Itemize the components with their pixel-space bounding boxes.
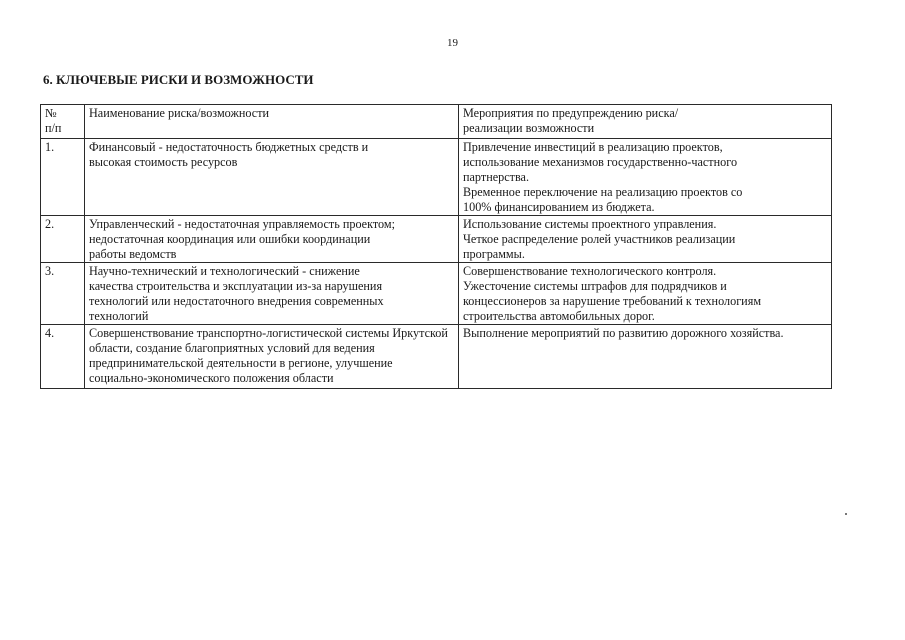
- risk-name-cell: [85, 216, 459, 263]
- row-number: 3.: [41, 263, 85, 325]
- text-line: 100% финансированием из бюджета.: [463, 200, 655, 214]
- row-number: 1.: [41, 139, 85, 216]
- text-line: работы ведомств: [89, 247, 177, 261]
- table-row: [41, 139, 832, 216]
- risk-name-cell: [85, 139, 459, 216]
- header-risk-name: Наименование риска/возможности: [85, 105, 459, 139]
- measure-cell: [459, 216, 832, 263]
- text-line: использование механизмов государственно-частного: [463, 155, 738, 169]
- section-title: 6. КЛЮЧЕВЫЕ РИСКИ И ВОЗМОЖНОСТИ: [43, 72, 314, 87]
- text-line: Ужесточение системы штрафов для подрядчиков и: [463, 279, 727, 293]
- measure-cell: [459, 139, 832, 216]
- text-line: Использование системы проектного управления.: [463, 217, 717, 231]
- text-line: Управленческий - недостаточная управляемость проектом;: [89, 217, 395, 231]
- header-measures-line1: Мероприятия по предупреждению риска/: [463, 106, 679, 120]
- text-line: технологий: [89, 309, 149, 323]
- text-line: Временное переключение на реализацию проектов со: [463, 185, 743, 199]
- risk-name-cell: Совершенствование транспортно-логистической системы Иркутской области, создание благоприятных условий для ведения предпринимательской деятельности в регионе, улучшение социально-экономического положения области: [85, 325, 459, 389]
- text-line: недостаточная координация или ошибки координации: [89, 232, 371, 246]
- table-row: [41, 325, 832, 389]
- table-header-row: [41, 105, 832, 139]
- text-line: Привлечение инвестиций в реализацию проектов,: [463, 140, 723, 154]
- text-line: программы.: [463, 247, 525, 261]
- header-number-line1: №: [45, 106, 57, 120]
- text-line: концессионеров за нарушение требований к технологиям: [463, 294, 762, 308]
- text-line: технологий или недостаточного внедрения современных: [89, 294, 384, 308]
- scan-speck: [845, 513, 847, 515]
- text-line: Научно-технический и технологический - снижение: [89, 264, 360, 278]
- row-number: 2.: [41, 216, 85, 263]
- text-line: Финансовый - недостаточность бюджетных средств и: [89, 140, 369, 154]
- text-line: Совершенствование технологического контроля.: [463, 264, 717, 278]
- text-line: строительства автомобильных дорог.: [463, 309, 655, 323]
- measure-cell: [459, 263, 832, 325]
- header-measures-line2: реализации возможности: [463, 121, 595, 135]
- text-line: качества строительства и эксплуатации из-за нарушения: [89, 279, 383, 293]
- header-number-line2: п/п: [45, 121, 62, 135]
- text-line: партнерства.: [463, 170, 530, 184]
- text-line: высокая стоимость ресурсов: [89, 155, 238, 169]
- table-row: [41, 263, 832, 325]
- text-line: Четкое распределение ролей участников реализации: [463, 232, 736, 246]
- page-number: 19: [447, 37, 458, 49]
- header-number: [41, 105, 85, 139]
- row-number: 4.: [41, 325, 85, 389]
- table-row: [41, 216, 832, 263]
- risks-table: [40, 104, 832, 389]
- risk-name-cell: [85, 263, 459, 325]
- header-measures: [459, 105, 832, 139]
- measure-cell: Выполнение мероприятий по развитию дорожного хозяйства.: [459, 325, 832, 389]
